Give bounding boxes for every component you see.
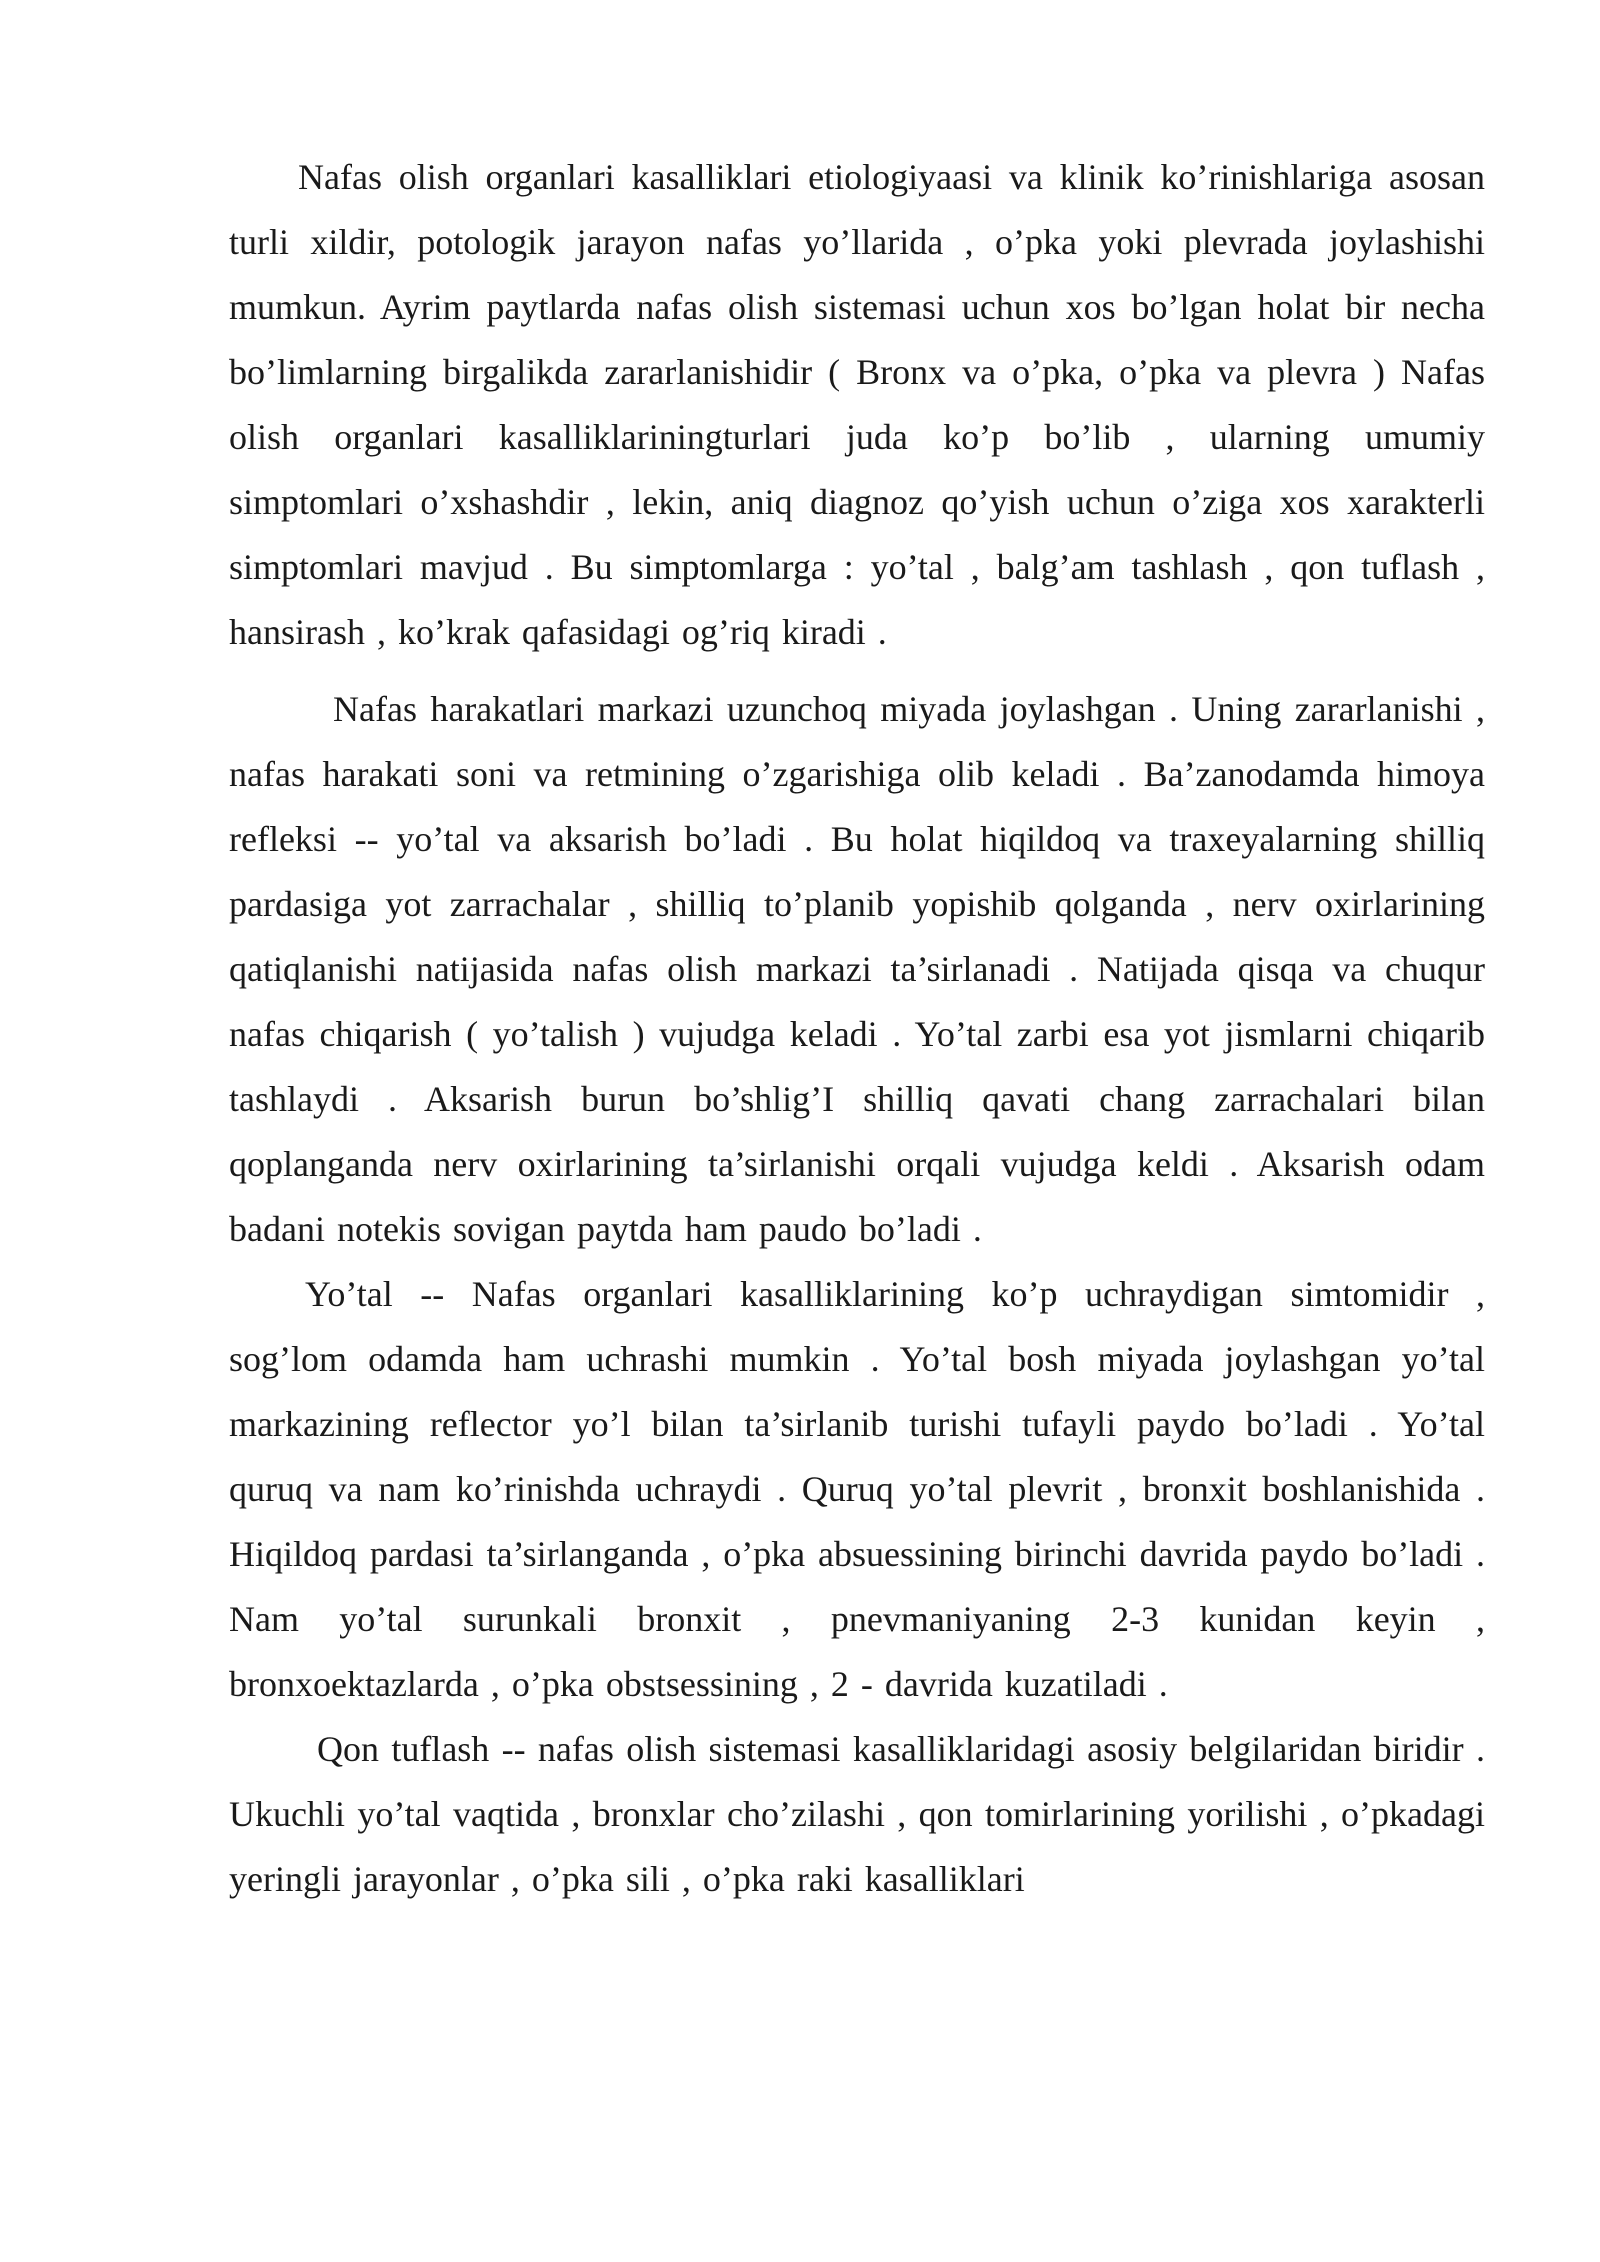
paragraph-respiratory-center: Nafas harakatlari markazi uzunchoq miyada joylashgan . Uning zararlanishi , nafas harakati soni va retmining o’zgarishiga olib keladi . Ba’zanodamda himoya refleksi -- yo’tal va aksarish bo’ladi . Bu holat hiqildoq va traxeyalarning shilliq pardasiga yot zarrachalar , shilliq to’planib yopishib qolganda , nerv oxirlarining qatiqlanishi natijasida nafas olish markazi ta’sirlanadi . Natijada qisqa va chuqur nafas chiqarish ( yo’talish ) vujudga keladi . Yo’tal zarbi esa yot jismlarni chiqarib tashlaydi . Aksarish burun bo’shlig’I shilliq qavati chang zarrachalari bilan qoplanganda nerv oxirlarining ta’sirlanishi orqali vujudga keldi . Aksarish odam badani notekis sovigan paytda ham paudo bo’ladi . (229, 689, 1485, 1249)
paragraph-hemoptysis: Qon tuflash -- nafas olish sistemasi kasalliklaridagi asosiy belgilaridan biridir . Ukuchli yo’tal vaqtida , bronxlar cho’zilashi , qon tomirlarining yorilishi , o’pkadagi yeringli jarayonlar , o’pka sili , o’pka raki kasalliklari (229, 1729, 1485, 1899)
paragraph-respiratory-diseases-intro: Nafas olish organlari kasalliklari etiologiyaasi va klinik ko’rinishlariga asosan turli xildir, potologik jarayon nafas yo’llarida , o’pka yoki plevrada joylashishi mumkun. Ayrim paytlarda nafas olish sistemasi uchun xos bo’lgan holat bir necha bo’limlarning birgalikda zararlanishidir ( Bronx va o’pka, o’pka va plevra ) Nafas olish organlari kasalliklariningturlari juda ko’p bo’lib , ularning umumiy simptomlari o’xshashdir , lekin, aniq diagnoz qo’yish uchun o’ziga xos xarakterli simptomlari mavjud . Bu simptomlarga : yo’tal , balg’am tashlash , qon tuflash , hansirash , ko’krak qafasidagi og’riq kiradi . (229, 157, 1485, 652)
paragraph-cough: Yo’tal -- Nafas organlari kasalliklarining ko’p uchraydigan simtomidir , sog’lom odamda ham uchrashi mumkin . Yo’tal bosh miyada joylashgan yo’tal markazining reflector yo’l bilan ta’sirlanib turishi tufayli paydo bo’ladi . Yo’tal quruq va nam ko’rinishda uchraydi . Quruq yo’tal plevrit , bronxit boshlanishida . Hiqildoq pardasi ta’sirlanganda , o’pka absuessining birinchi davrida paydo bo’ladi . Nam yo’tal surunkali bronxit , pnevmaniyaning 2-3 kunidan keyin , bronxoektazlarda , o’pka obstsessining , 2 - davrida kuzatiladi . (229, 1274, 1485, 1704)
document-body (229, 145, 1485, 1912)
